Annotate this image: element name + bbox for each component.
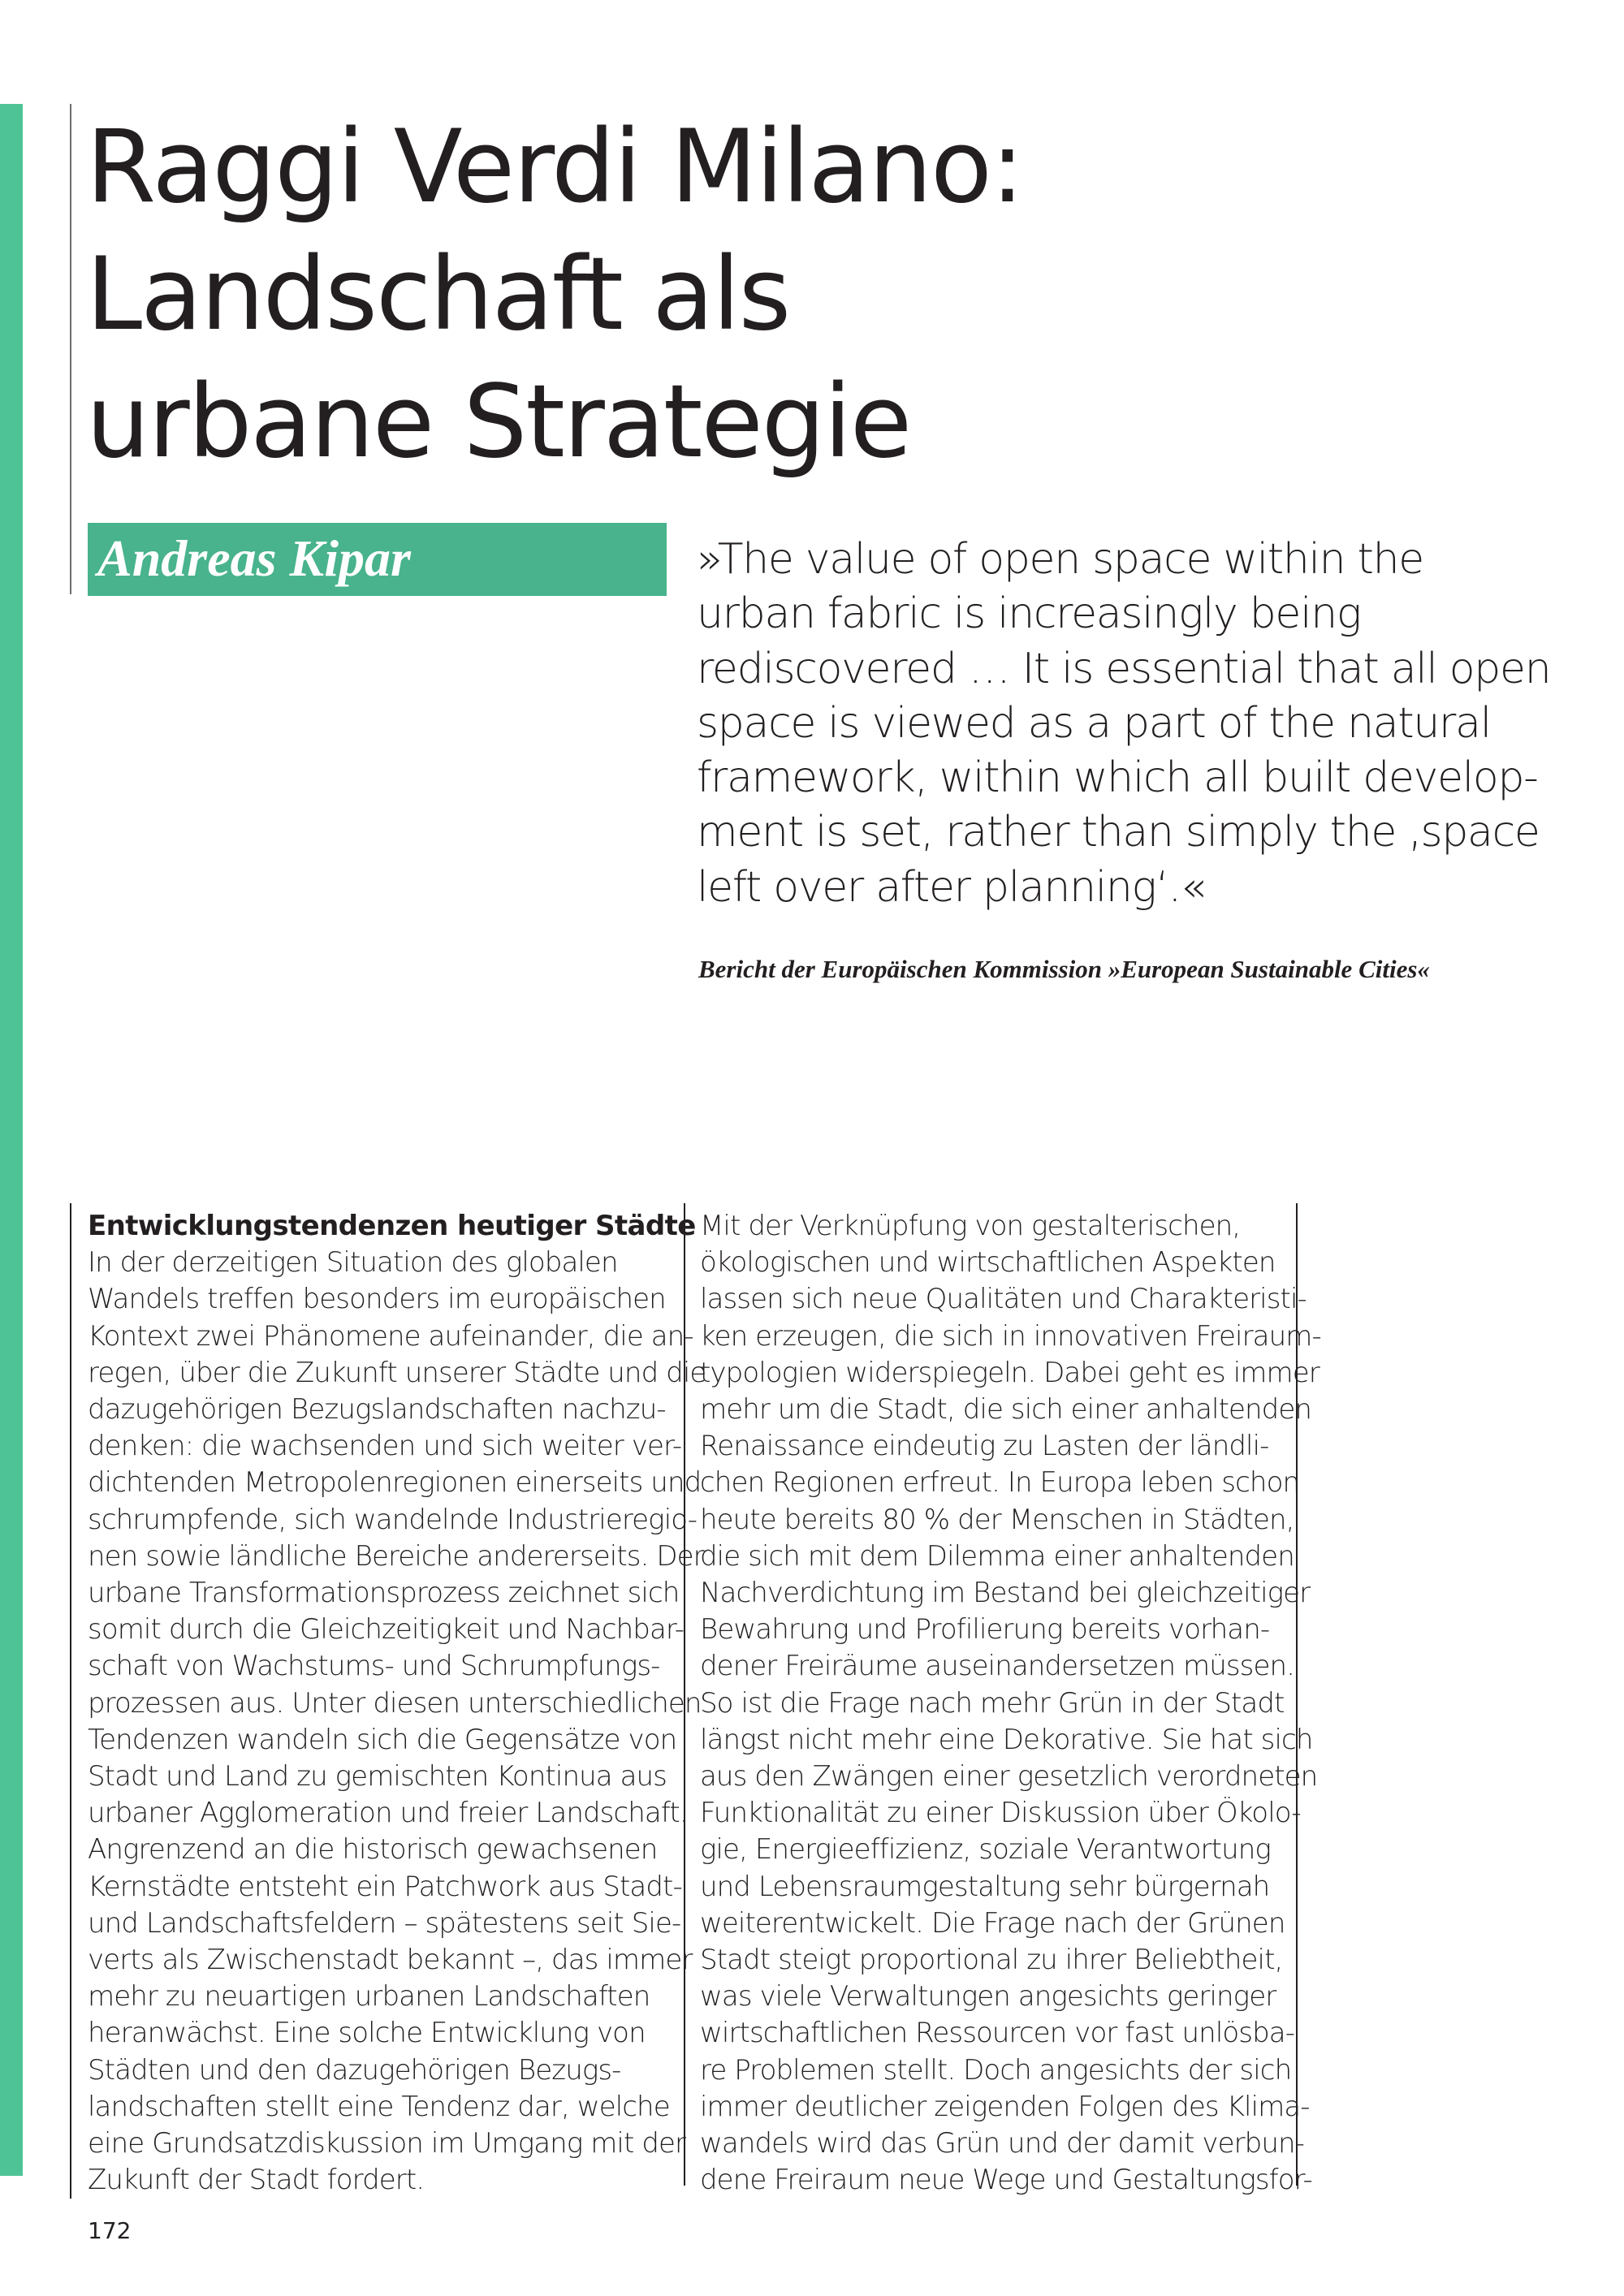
body-line: nen sowie ländliche Bereiche andererseits. Der: [88, 1539, 704, 1573]
body-line: gie, Energieeffizienz, soziale Verantwortung: [700, 1833, 1271, 1867]
body-line: re Problemen stellt. Doch angesichts der sich: [700, 2053, 1292, 2087]
body-line: Renaissance eindeutig zu Lasten der ländli-: [700, 1430, 1269, 1463]
body-line: regen, über die Zukunft unserer Städte und die: [88, 1356, 706, 1389]
body-line: schrumpfende, sich wandelnde Industrieregio-: [88, 1503, 698, 1536]
body-line: und Lebensraumgestaltung sehr bürgernah: [700, 1870, 1270, 1903]
body-line: dichtenden Metropolenregionen einerseits und: [88, 1466, 702, 1500]
body-line: ökologischen und wirtschaftlichen Aspekten: [700, 1246, 1276, 1280]
body-line: immer deutlicher zeigenden Folgen des Klima-: [700, 2090, 1310, 2123]
body-line: aus den Zwängen einer gesetzlich verordneten: [700, 1760, 1318, 1793]
body-line: denken: die wachsenden und sich weiter ver-: [88, 1430, 682, 1463]
title-rule: [70, 104, 71, 594]
pull-quote: [697, 533, 1598, 915]
section-heading: Entwicklungstendenzen heutiger Städte: [88, 1210, 696, 1242]
body-line: dene Freiraum neue Wege und Gestaltungsfor-: [700, 2164, 1312, 2197]
quote-source: Bericht der Europäischen Kommission »European Sustainable Cities«: [698, 955, 1430, 983]
body-line: Stadt und Land zu gemischten Kontinua aus: [88, 1760, 667, 1793]
quote-line: ment is set, rather than simply the ‚space: [697, 808, 1540, 857]
body-line: dazugehörigen Bezugslandschaften nachzu-: [88, 1393, 666, 1426]
body-line: was viele Verwaltungen angesichts geringer: [700, 1980, 1276, 2013]
body-line: Wandels treffen besonders im europäischen: [88, 1283, 666, 1316]
body-line: Bewahrung und Profilierung bereits vorhan-: [700, 1613, 1270, 1646]
body-line: typologien widerspiegeln. Dabei geht es immer: [700, 1356, 1320, 1389]
body-line: Mit der Verknüpfung von gestalterischen,: [700, 1210, 1241, 1242]
body-line: heranwächst. Eine solche Entwicklung von: [88, 2017, 646, 2050]
quote-line: framework, within which all built develop-: [697, 753, 1538, 803]
author-name: Andreas Kipar: [97, 529, 411, 587]
body-line: lassen sich neue Qualitäten und Charakteristi-: [700, 1283, 1307, 1316]
body-line: Stadt steigt proportional zu ihrer Beliebtheit,: [700, 1944, 1283, 1977]
body-line: prozessen aus. Unter diesen unterschiedlichen: [88, 1686, 702, 1720]
body-line: landschaften stellt eine Tendenz dar, welche: [88, 2090, 670, 2123]
body-line: Tendenzen wandeln sich die Gegensätze von: [88, 1723, 677, 1756]
body-line: dener Freiräume auseinandersetzen müssen.: [700, 1650, 1295, 1683]
body-line: chen Regionen erfreut. In Europa leben schon: [700, 1466, 1300, 1500]
body-line: urbane Transformationsprozess zeichnet sich: [88, 1577, 680, 1610]
body-line: wirtschaftlichen Ressourcen vor fast unlösba-: [700, 2017, 1295, 2050]
body-line: die sich mit dem Dilemma einer anhaltenden: [700, 1539, 1294, 1573]
accent-sidebar-bar: [0, 104, 23, 2176]
body-line: urbaner Agglomeration und freier Landschaft.: [88, 1797, 688, 1830]
body-line: Zukunft der Stadt fordert.: [88, 2164, 425, 2197]
body-line: ken erzeugen, die sich in innovativen Freiraum-: [700, 1319, 1321, 1353]
body-column-right: [700, 1208, 1321, 2199]
body-line: mehr um die Stadt, die sich einer anhaltenden: [700, 1393, 1312, 1426]
body-line: heute bereits 80 % der Menschen in Städten,: [700, 1503, 1294, 1536]
quote-line: space is viewed as a part of the natural: [697, 698, 1491, 748]
quote-line: urban fabric is increasingly being: [697, 589, 1361, 639]
body-line: längst nicht mehr eine Dekorative. Sie hat sich: [700, 1723, 1313, 1756]
body-line: wandels wird das Grün und der damit verbun-: [700, 2127, 1305, 2160]
title-line: Landschaft als: [86, 236, 790, 353]
body-line: Angrenzend an die historisch gewachsenen: [88, 1833, 658, 1867]
body-line: verts als Zwischenstadt bekannt –, das immer: [88, 1944, 693, 1977]
body-line: schaft von Wachstums- und Schrumpfungs-: [88, 1650, 660, 1683]
body-line: Nachverdichtung im Bestand bei gleichzeitiger: [700, 1577, 1311, 1610]
body-column-left: [88, 1208, 706, 2199]
quote-line: left over after planning‘.«: [697, 862, 1206, 912]
body-line: mehr zu neuartigen urbanen Landschaften: [88, 1980, 650, 2013]
body-line: Städten und den dazugehörigen Bezugs-: [88, 2053, 621, 2087]
body-line: Funktionalität zu einer Diskussion über Ökolo-: [700, 1797, 1301, 1830]
body-line: Kontext zwei Phänomene aufeinander, die an-: [88, 1319, 693, 1353]
body-line: Kernstädte entsteht ein Patchwork aus Stadt-: [88, 1870, 682, 1903]
author-box: [88, 523, 667, 596]
quote-line: »The value of open space within the: [697, 535, 1423, 584]
page-number: 172: [88, 2217, 132, 2244]
body-line: So ist die Frage nach mehr Grün in der Stadt: [700, 1686, 1285, 1720]
title-line: urbane Strategie: [86, 364, 911, 481]
body-line: eine Grundsatzdiskussion im Umgang mit der: [88, 2127, 686, 2160]
body-line: und Landschaftsfeldern – spätestens seit Sie-: [88, 1906, 681, 1940]
quote-line: rediscovered … It is essential that all open: [697, 644, 1551, 693]
body-line: In der derzeitigen Situation des globalen: [88, 1246, 618, 1280]
article-title: [86, 104, 1142, 486]
body-line: somit durch die Gleichzeitigkeit und Nachbar-: [88, 1613, 685, 1646]
body-line: weiterentwickelt. Die Frage nach der Grünen: [700, 1906, 1285, 1940]
title-line: Raggi Verdi Milano:: [86, 109, 1023, 226]
column-rule-left: [70, 1203, 71, 2199]
